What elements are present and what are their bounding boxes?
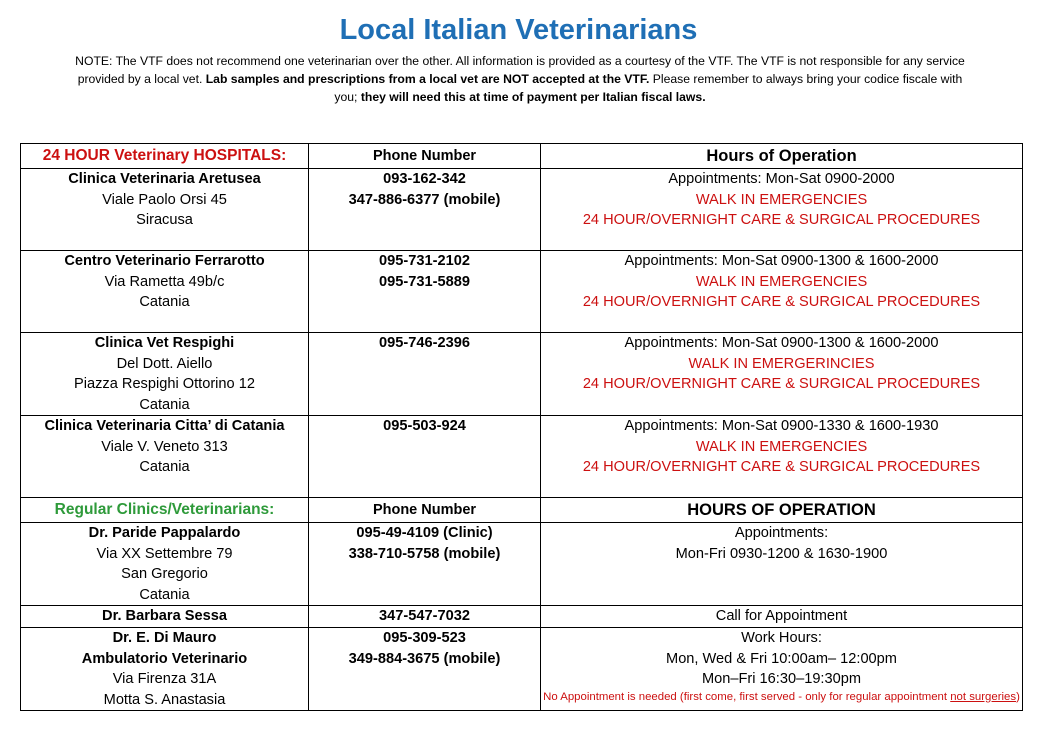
- hours-cell: [541, 416, 1023, 498]
- vet-name: Dr. Barbara Sessa: [102, 608, 227, 624]
- address-line: Viale Paolo Orsi 45: [102, 191, 227, 208]
- walk-in-emergencies: WALK IN EMERGENCIES: [695, 191, 868, 208]
- phone-cell: [309, 628, 541, 711]
- hours-line: Work Hours:: [741, 630, 822, 646]
- no-appointment-note: [543, 690, 1020, 705]
- address-line: Catania: [139, 396, 190, 413]
- table-row: [21, 251, 1023, 333]
- hours-cell: [541, 169, 1023, 251]
- hours-column-header: HOURS OF OPERATION: [541, 498, 1023, 523]
- hours-line: Mon–Fri 16:30–19:30pm: [701, 671, 861, 687]
- phone-cell: [309, 169, 541, 251]
- note-text-codice: Please remember to always bring your codice fiscale with you;: [334, 72, 963, 104]
- address-line: Motta S. Anastasia: [103, 691, 226, 708]
- table-row: [21, 169, 1023, 251]
- note-bold-lab-samples: Lab samples and prescriptions from a local vet are NOT accepted at the VTF.: [205, 72, 650, 86]
- vet-name-cell: [21, 169, 309, 251]
- vet-name-cell: [21, 333, 309, 416]
- vet-name-cell: [21, 606, 309, 628]
- address-line: Via XX Settembre 79: [96, 545, 233, 562]
- vet-name: Centro Veterinario Ferrarotto: [64, 253, 265, 269]
- phone-number: 347-547-7032: [379, 608, 470, 624]
- phone-cell: [309, 523, 541, 606]
- note-text-1: NOTE: The VTF does not recommend one veterinarian over the other. All information is provided as a courtesy of the VTF. The VTF is not responsible for any service provided by a local vet.: [75, 54, 965, 86]
- vet-clinic-name: Ambulatorio Veterinario: [81, 650, 248, 667]
- vet-name-cell: [21, 416, 309, 498]
- note-bold-fiscal: they will need this at time of payment per Italian fiscal laws.: [360, 90, 706, 104]
- hospitals-section-header: 24 HOUR Veterinary HOSPITALS:: [21, 144, 309, 169]
- hours-cell: [541, 606, 1023, 628]
- hours-cell: [541, 523, 1023, 606]
- vet-name: Dr. E. Di Mauro: [112, 630, 217, 646]
- vet-name-cell: [21, 628, 309, 711]
- hours-cell: [541, 333, 1023, 416]
- address-line: Viale V. Veneto 313: [101, 438, 228, 455]
- phone-number: 095-731-2102: [379, 253, 470, 269]
- address-line: Piazza Respighi Ottorino 12: [74, 376, 255, 392]
- hours-cell: [541, 251, 1023, 333]
- phone-cell: [309, 333, 541, 416]
- vet-name: Clinica Veterinaria Citta’ di Catania: [44, 418, 285, 434]
- hours-line: Call for Appointment: [715, 608, 848, 624]
- hours-line: Mon, Wed & Fri 10:00am– 12:00pm: [666, 650, 897, 667]
- phone-number: 347-886-6377 (mobile): [348, 191, 501, 208]
- phone-cell: [309, 416, 541, 498]
- veterinarians-table: [20, 143, 1023, 711]
- table-row: [21, 628, 1023, 711]
- table-row: [21, 333, 1023, 416]
- hours-column-header: Hours of Operation: [541, 144, 1023, 169]
- address-line: Via Firenza 31A: [112, 671, 217, 687]
- note-post-text: ): [1016, 690, 1020, 703]
- table-row: [21, 606, 1023, 628]
- table-row: [21, 523, 1023, 606]
- phone-number: 095-731-5889: [379, 273, 470, 290]
- address-line: Del Dott. Aiello: [116, 355, 213, 372]
- vet-name: Clinica Vet Respighi: [94, 335, 235, 351]
- walk-in-emergencies: WALK IN EMERGENCIES: [695, 438, 868, 455]
- hours-line: Mon-Fri 0930-1200 & 1630-1900: [675, 545, 888, 562]
- vet-name-cell: [21, 251, 309, 333]
- vet-name-cell: [21, 523, 309, 606]
- phone-number: 095-746-2396: [379, 335, 470, 351]
- overnight-care: 24 HOUR/OVERNIGHT CARE & SURGICAL PROCEDURES: [582, 376, 981, 392]
- overnight-care: 24 HOUR/OVERNIGHT CARE & SURGICAL PROCEDURES: [582, 294, 981, 310]
- hospitals-header-row: [21, 144, 1023, 169]
- address-line: Via Rametta 49b/c: [104, 273, 225, 290]
- appointment-hours: Appointments: Mon-Sat 0900-1300 & 1600-2000: [624, 253, 939, 269]
- phone-number: 095-503-924: [383, 418, 466, 434]
- disclaimer-note: [70, 52, 970, 106]
- table-row: [21, 416, 1023, 498]
- phone-number: 093-162-342: [383, 171, 466, 187]
- phone-column-header: Phone Number: [309, 498, 541, 523]
- address-line: San Gregorio: [121, 566, 208, 582]
- address-line: Catania: [139, 294, 190, 310]
- phone-cell: [309, 251, 541, 333]
- vet-name: Clinica Veterinaria Aretusea: [68, 171, 261, 187]
- phone-number: 338-710-5758 (mobile): [348, 545, 501, 562]
- phone-cell: [309, 606, 541, 628]
- walk-in-emergencies: WALK IN EMERGENCIES: [695, 273, 868, 290]
- overnight-care: 24 HOUR/OVERNIGHT CARE & SURGICAL PROCEDURES: [582, 212, 981, 228]
- phone-number: 349-884-3675 (mobile): [348, 650, 501, 667]
- phone-number: 095-49-4109 (Clinic): [356, 525, 493, 541]
- note-pre-text: No Appointment is needed (first come, first served - only for regular appointment: [543, 690, 951, 703]
- page-title: Local Italian Veterinarians: [339, 14, 698, 46]
- phone-column-header: Phone Number: [309, 144, 541, 169]
- address-line: Siracusa: [136, 212, 193, 228]
- phone-number: 095-309-523: [383, 630, 466, 646]
- vet-name: Dr. Paride Pappalardo: [88, 525, 241, 541]
- appointment-hours: Appointments: Mon-Sat 0900-1300 & 1600-2000: [624, 335, 939, 351]
- regular-header-row: [21, 498, 1023, 523]
- note-underlined-text: not surgeries: [950, 690, 1017, 703]
- overnight-care: 24 HOUR/OVERNIGHT CARE & SURGICAL PROCEDURES: [582, 459, 981, 475]
- regular-section-header: Regular Clinics/Veterinarians:: [21, 498, 309, 523]
- walk-in-emergencies: WALK IN EMERGERINCIES: [688, 355, 875, 372]
- address-line: Catania: [139, 459, 190, 475]
- appointment-hours: Appointments: Mon-Sat 0900-1330 & 1600-1930: [624, 418, 939, 434]
- appointment-hours: Appointments: Mon-Sat 0900-2000: [668, 171, 895, 187]
- hours-cell: [541, 628, 1023, 711]
- address-line: Catania: [139, 586, 190, 603]
- hours-line: Appointments:: [734, 525, 829, 541]
